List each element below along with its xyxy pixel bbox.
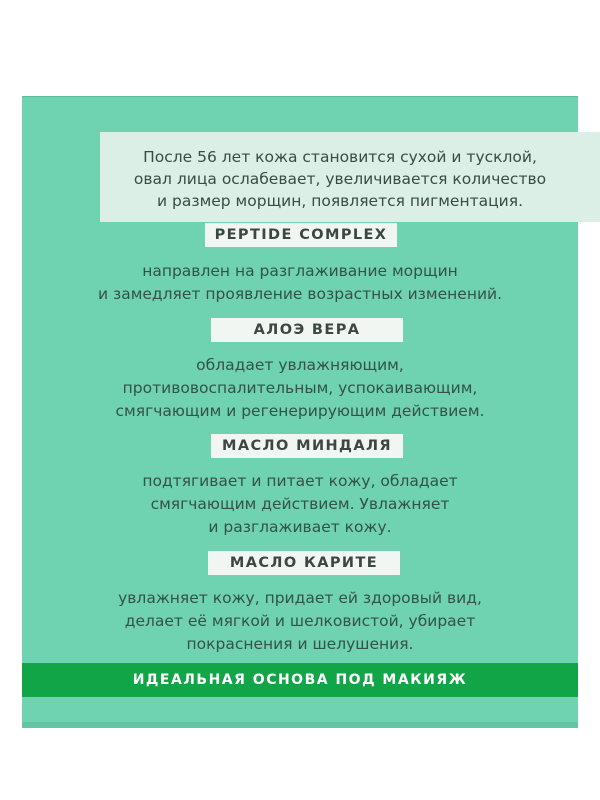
- section-line: покраснения и шелушения.: [186, 635, 414, 653]
- section-line: противовоспалительным, успокаивающим,: [122, 379, 478, 397]
- intro-line-1: После 56 лет кожа становится сухой и тусклой,: [143, 148, 537, 166]
- section-text-shea-butter: [22, 587, 578, 656]
- section-line: делает её мягкой и шелковистой, убирает: [124, 612, 476, 630]
- intro-line-2: овал лица ослабевает, увеличивается количество: [133, 170, 547, 188]
- intro-text: [100, 146, 580, 212]
- section-title-peptide-complex: PEPTIDE COMPLEX: [205, 223, 397, 247]
- section-title-shea-butter: МАСЛО КАРИТЕ: [208, 551, 400, 575]
- label-panel: [22, 96, 578, 728]
- section-line: направлен на разглаживание морщин: [142, 262, 458, 280]
- section-line: подтягивает и питает кожу, обладает: [142, 472, 458, 490]
- intro-line-3: и размер морщин, появляется пигментация.: [156, 192, 523, 210]
- section-line: смягчающим действием. Увлажняет: [150, 495, 450, 513]
- section-line: обладает увлажняющим,: [196, 356, 404, 374]
- footer-banner: [22, 663, 578, 697]
- section-text-peptide-complex: [22, 260, 578, 306]
- section-line: увлажняет кожу, придает ей здоровый вид,: [118, 589, 482, 607]
- section-title-aloe-vera: АЛОЭ ВЕРА: [211, 318, 403, 342]
- section-title-almond-oil: МАСЛО МИНДАЛЯ: [211, 434, 403, 458]
- footer-text: ИДЕАЛЬНАЯ ОСНОВА ПОД МАКИЯЖ: [132, 672, 468, 688]
- section-text-aloe-vera: [22, 354, 578, 423]
- panel-bottom-edge: [22, 722, 578, 728]
- section-text-almond-oil: [22, 470, 578, 539]
- section-line: смягчающим и регенерирующим действием.: [115, 402, 485, 420]
- intro-box: [100, 132, 600, 222]
- section-line: и разглаживает кожу.: [208, 518, 392, 536]
- section-line: и замедляет проявление возрастных изменений.: [97, 285, 503, 303]
